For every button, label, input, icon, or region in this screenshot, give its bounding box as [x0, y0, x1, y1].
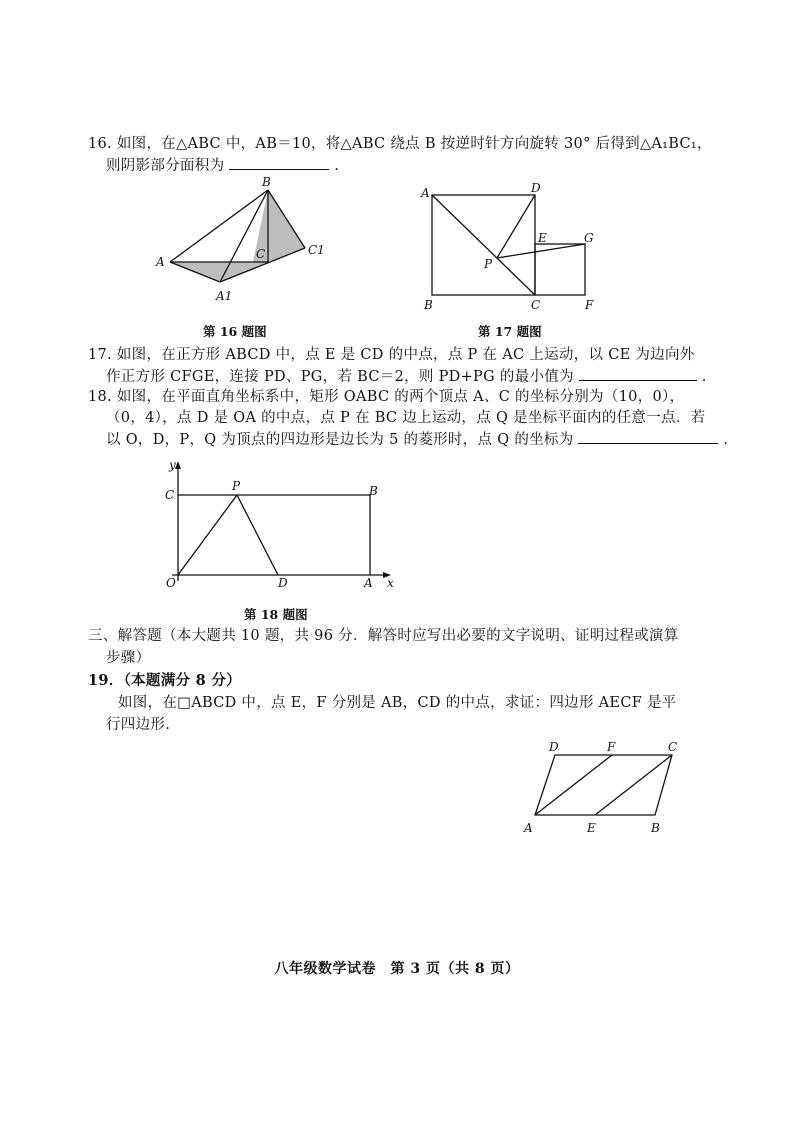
figure-16 — [150, 172, 330, 317]
label-d: D — [278, 576, 288, 590]
q16-line2-end: . — [334, 158, 340, 174]
q18-line3-end: . — [723, 432, 729, 448]
shaded-region — [170, 190, 305, 282]
page-footer: 八年级数学试卷 第 3 页（共 8 页） — [274, 961, 520, 977]
label-c: C — [531, 298, 541, 312]
answer-blank-16[interactable] — [229, 155, 329, 170]
label-b: B — [262, 175, 271, 189]
label-g: G — [584, 231, 594, 245]
q18-line2: （0，4），点 D 是 OA 的中点，点 P 在 BC 边上运动，点 Q 是坐标平面内的任意一点．若 — [106, 410, 706, 426]
parallelogram-abcd — [535, 755, 672, 815]
answer-blank-18[interactable] — [578, 429, 718, 444]
q18-line3 — [106, 429, 728, 450]
section3-line1: 三、解答题（本大题共 10 题，共 96 分．解答时应写出必要的文字说明、证明过程或演算 — [88, 628, 679, 644]
figure-19 — [515, 735, 685, 840]
q17-line2-text: 作正方形 CFGE，连接 PD、PG，若 BC＝2，则 PD+PG 的最小值为 — [106, 369, 574, 385]
q19-line2: 行四边形. — [106, 717, 171, 733]
diagonal-ac — [432, 195, 535, 295]
q17-line2 — [106, 366, 707, 387]
label-f: F — [585, 298, 594, 312]
segment-ab — [170, 190, 268, 262]
label-e: E — [538, 231, 547, 245]
segment-af — [535, 755, 612, 815]
q17-line2-end: . — [701, 369, 707, 385]
q19-header: 19．（本题满分 8 分） — [88, 672, 242, 689]
caption-16: 第 16 题图 — [203, 324, 267, 339]
label-a: A — [364, 576, 373, 590]
q18-line3-text: 以 O，D，P，Q 为顶点的四边形是边长为 5 的菱形时，点 Q 的坐标为 — [106, 432, 574, 448]
label-x: x — [387, 576, 394, 590]
segment-op — [178, 495, 237, 575]
section3-line2: 步骤） — [106, 650, 151, 666]
label-y: y — [169, 458, 176, 472]
label-c: C — [165, 488, 175, 502]
segment-pg — [497, 244, 585, 258]
label-d: D — [531, 181, 541, 195]
label-b: B — [424, 298, 433, 312]
q18-line1: 18. 如图，在平面直角坐标系中，矩形 OABC 的两个顶点 A、C 的坐标分别为（10，0）， — [88, 389, 685, 405]
label-e: E — [587, 821, 596, 835]
label-a1: A1 — [216, 289, 233, 303]
label-d: D — [549, 740, 559, 754]
label-o: O — [166, 576, 176, 590]
label-a: A — [156, 255, 165, 269]
y-axis-arrow — [175, 461, 181, 469]
label-p: P — [484, 257, 493, 271]
label-f: F — [607, 740, 616, 754]
label-b: B — [651, 821, 660, 835]
label-a: A — [524, 821, 533, 835]
label-c: C — [668, 740, 678, 754]
q19-line1: 如图，在□ABCD 中，点 E，F 分别是 AB，CD 的中点，求证：四边形 AECF 是平 — [118, 695, 677, 711]
figure-17 — [418, 180, 608, 314]
segment-pd — [497, 195, 535, 258]
caption-17: 第 17 题图 — [478, 324, 542, 339]
segment-ec — [595, 755, 672, 815]
caption-18: 第 18 题图 — [244, 607, 308, 622]
answer-blank-17[interactable] — [579, 366, 697, 381]
label-c1: C1 — [308, 243, 325, 257]
label-b: B — [369, 484, 378, 498]
q16-line2-text: 则阴影部分面积为 — [106, 158, 225, 174]
label-a: A — [421, 186, 430, 200]
figure-18 — [160, 455, 400, 595]
q16-line1: 16. 如图，在△ABC 中，AB＝10，将△ABC 绕点 B 按逆时针方向旋转 30° 后得到△A₁BC₁， — [88, 136, 712, 152]
square-cfge — [535, 244, 585, 295]
q17-line1: 17. 如图，在正方形 ABCD 中，点 E 是 CD 的中点，点 P 在 AC 上运动，以 CE 为边向外 — [88, 347, 695, 363]
label-c: C — [256, 247, 266, 261]
label-p: P — [232, 479, 241, 493]
segment-pd — [237, 495, 278, 575]
